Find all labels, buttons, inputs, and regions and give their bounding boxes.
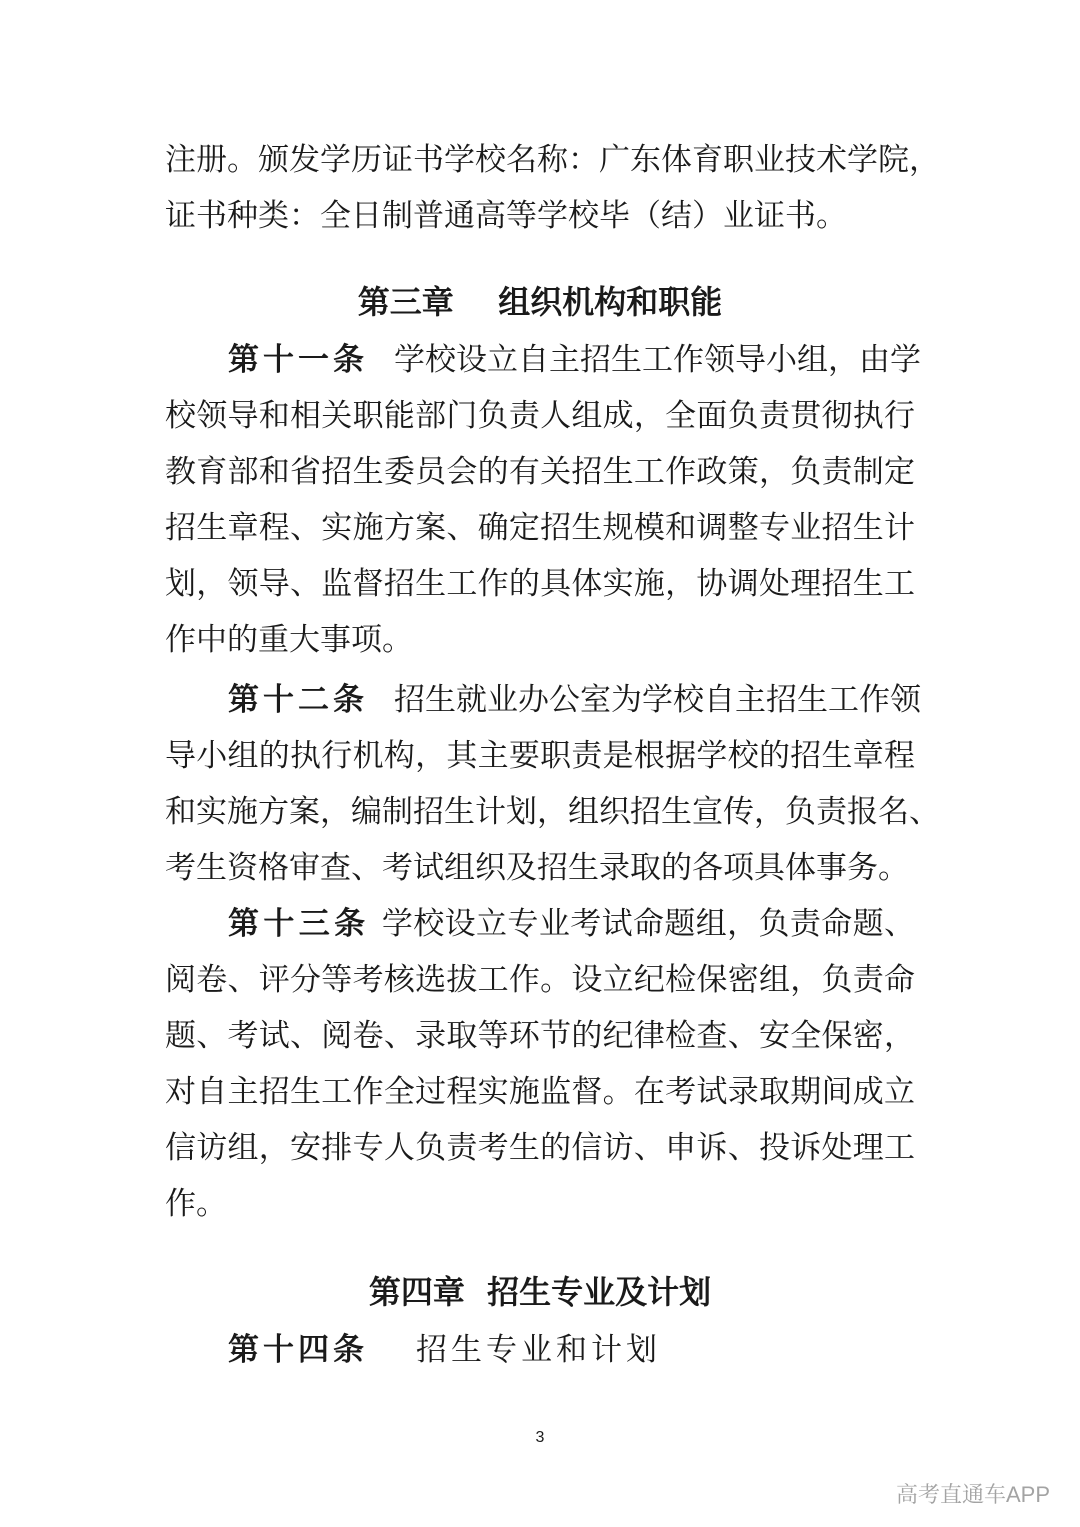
paragraph-line: 注册。颁发学历证书学校名称：广东体育职业技术学院， bbox=[165, 142, 940, 178]
article-first-line bbox=[228, 904, 915, 944]
paragraph-line: 教育部和省招生委员会的有关招生工作政策，负责制定 bbox=[165, 454, 915, 490]
page-number: 3 bbox=[535, 1429, 545, 1446]
article-label: 第十三条 bbox=[228, 906, 370, 942]
paragraph-line: 信访组，安排专人负责考生的信访、申诉、投诉处理工 bbox=[165, 1130, 915, 1166]
article-text: 学校设立自主招生工作领导小组，由学 bbox=[394, 342, 921, 378]
paragraph-line: 划，领导、监督招生工作的具体实施，协调处理招生工 bbox=[165, 566, 915, 602]
paragraph-line: 阅卷、评分等考核选拔工作。设立纪检保密组，负责命 bbox=[165, 962, 915, 998]
article-first-line bbox=[228, 340, 921, 380]
article-first-line bbox=[228, 680, 921, 720]
paragraph-line: 考生资格审查、考试组织及招生录取的各项具体事务。 bbox=[165, 850, 909, 886]
paragraph-line: 题、考试、阅卷、录取等环节的纪律检查、安全保密， bbox=[165, 1018, 915, 1054]
paragraph-line: 证书种类：全日制普通高等学校毕（结）业证书。 bbox=[165, 198, 847, 234]
article-first-line bbox=[228, 1330, 915, 1370]
paragraph-line: 和实施方案，编制招生计划，组织招生宣传，负责报名、 bbox=[165, 794, 940, 830]
paragraph-line: 作。 bbox=[165, 1186, 227, 1222]
paragraph-line: 校领导和相关职能部门负责人组成，全面负责贯彻执行 bbox=[165, 398, 915, 434]
chapter-heading: 第四章 招生专业及计划 bbox=[368, 1273, 712, 1311]
chapter-heading: 第三章 组织机构和职能 bbox=[357, 283, 723, 321]
paragraph-line: 作中的重大事项。 bbox=[165, 622, 413, 658]
article-text: 学校设立专业考试命题组，负责命题、 bbox=[381, 906, 916, 942]
paragraph-line: 导小组的执行机构，其主要职责是根据学校的招生章程 bbox=[165, 738, 915, 774]
article-label: 第十四条 bbox=[228, 1332, 368, 1368]
paragraph-line: 招生章程、实施方案、确定招生规模和调整专业招生计 bbox=[165, 510, 915, 546]
article-label: 第十二条 bbox=[228, 682, 368, 718]
article-text: 招生专业和计划 bbox=[416, 1332, 661, 1368]
article-label: 第十一条 bbox=[228, 342, 368, 378]
paragraph-line: 对自主招生工作全过程实施监督。在考试录取期间成立 bbox=[165, 1074, 915, 1110]
article-text: 招生就业办公室为学校自主招生工作领 bbox=[394, 682, 921, 718]
watermark: 高考直通车APP bbox=[895, 1482, 1050, 1507]
